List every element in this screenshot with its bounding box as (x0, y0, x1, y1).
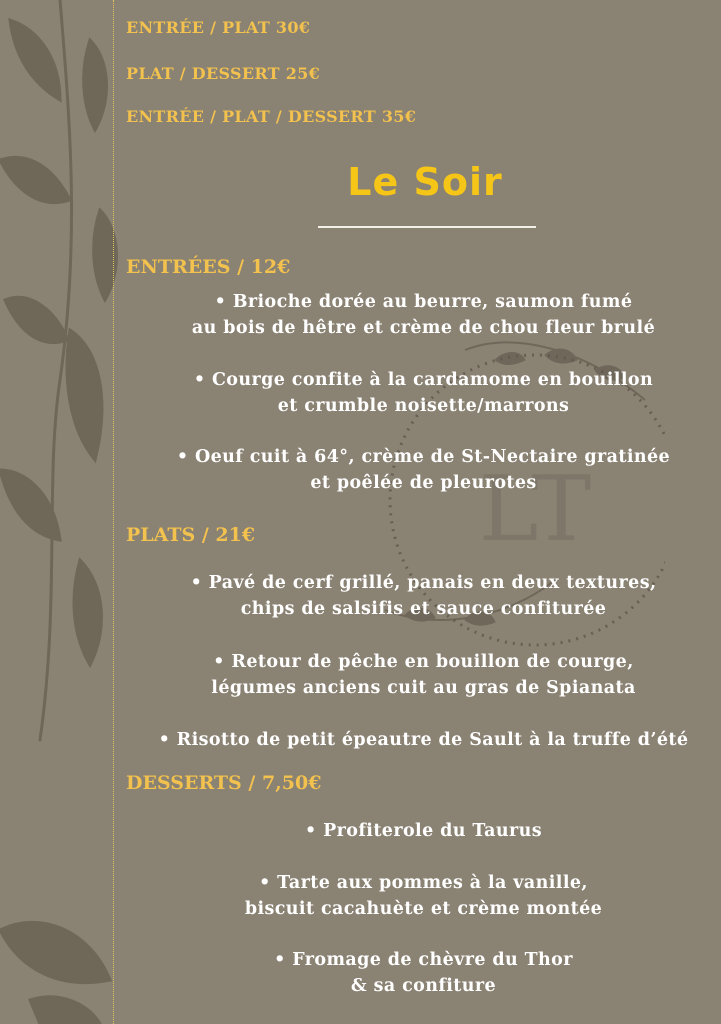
dish-line: et crumble noisette/marrons (277, 396, 570, 416)
dish-line: & sa confiture (350, 976, 497, 996)
section-heading-desserts: DESSERTS / 7,50€ (126, 772, 322, 794)
dish-line: chips de salsifis et sauce confiturée (240, 599, 607, 619)
monogram-logo: LT (478, 457, 592, 562)
dish-plat-risotto (126, 727, 721, 753)
dish-entree-courge (126, 367, 721, 419)
dish-line: • Risotto de petit épeautre de Sault à la truffe d’été (158, 730, 689, 750)
section-heading-entrees: ENTRÉES / 12€ (126, 256, 291, 278)
dish-entree-brioche (126, 289, 721, 341)
dish-plat-peche (126, 649, 721, 701)
dish-line: • Pavé de cerf grillé, panais en deux textures, (190, 573, 657, 593)
dish-line: • Fromage de chèvre du Thor (274, 950, 573, 970)
dish-dessert-tarte (126, 870, 721, 922)
dish-line: • Courge confite à la cardamome en bouillon (193, 370, 654, 390)
dish-line: au bois de hêtre et crème de chou fleur brulé (191, 318, 656, 338)
formula-entree-plat: ENTRÉE / PLAT 30€ (126, 18, 311, 37)
dish-line: • Retour de pêche en bouillon de courge, (213, 652, 634, 672)
page-title: Le Soir (347, 160, 503, 204)
dish-line: • Profiterole du Taurus (305, 821, 542, 841)
formula-plat-dessert: PLAT / DESSERT 25€ (126, 64, 321, 83)
formula-entree-plat-dessert: ENTRÉE / PLAT / DESSERT 35€ (126, 107, 417, 126)
dish-line: biscuit cacahuète et crème montée (244, 899, 603, 919)
dish-line: • Tarte aux pommes à la vanille, (259, 873, 588, 893)
title-underline (318, 226, 536, 228)
dish-dessert-fromage (126, 947, 721, 999)
vertical-dotted-divider (113, 0, 114, 1024)
dish-line: légumes anciens cuit au gras de Spianata (211, 678, 636, 698)
dish-dessert-profiterole (126, 818, 721, 844)
dish-line: • Oeuf cuit à 64°, crème de St-Nectaire gratinée (176, 447, 671, 467)
dish-line: • Brioche dorée au beurre, saumon fumé (214, 292, 633, 312)
dish-plat-cerf (126, 570, 721, 622)
leaf-branch-decoration (0, 0, 140, 1024)
section-heading-plats: PLATS / 21€ (126, 524, 256, 546)
dish-entree-oeuf (126, 444, 721, 496)
dish-line: et poêlée de pleurotes (310, 473, 537, 493)
